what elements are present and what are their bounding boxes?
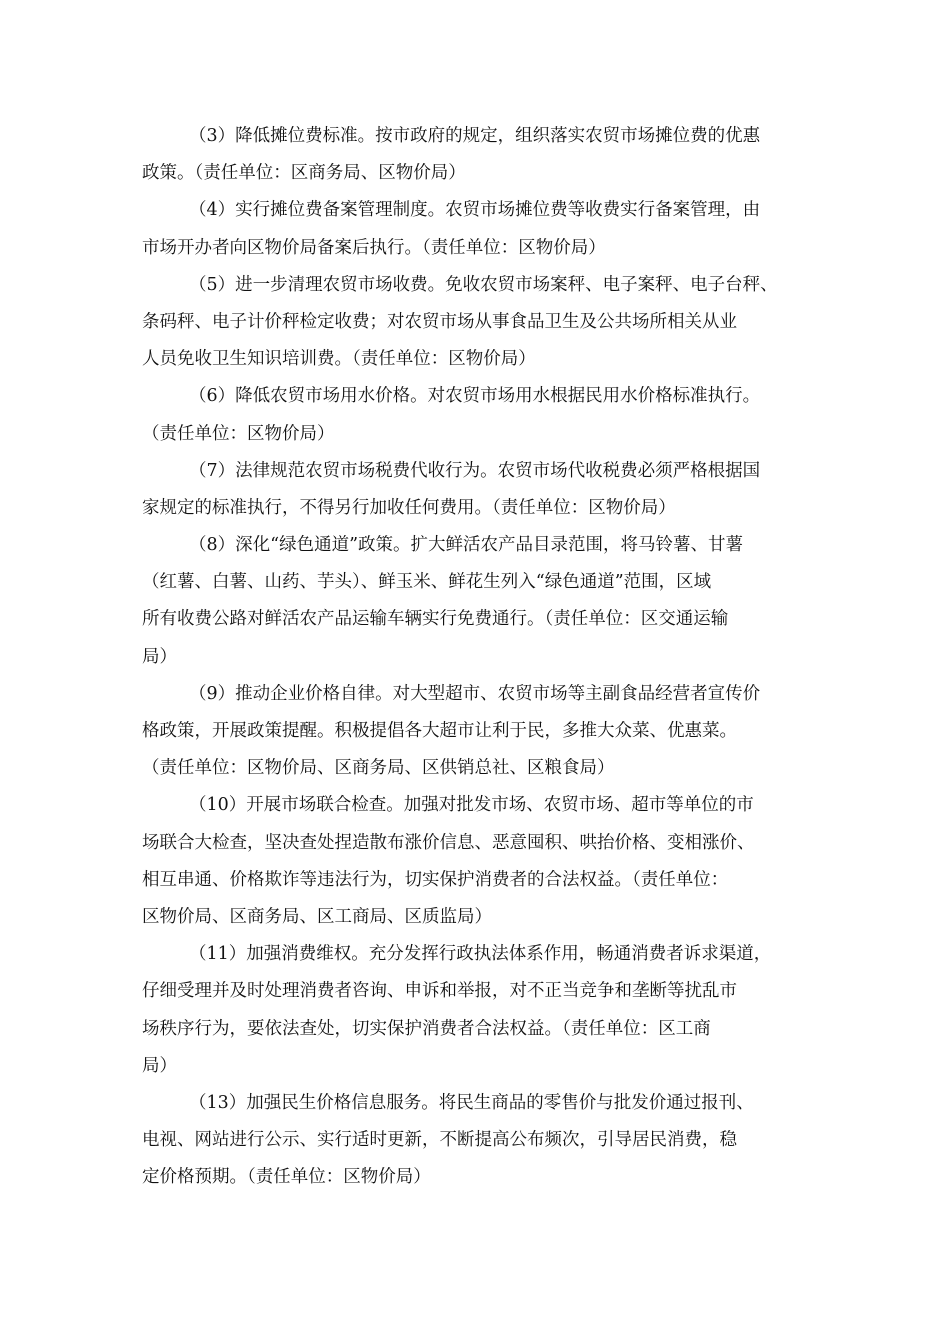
paragraph-line: 人员免收卫生知识培训费。（责任单位：区物价局）	[142, 349, 536, 370]
paragraph-line: 电视、网站进行公示、实行适时更新，不断提高公布频次，引导居民消费，稳	[142, 1130, 737, 1151]
paragraph-first-line: （4）实行摊位费备案管理制度。农贸市场摊位费等收费实行备案管理，由	[189, 200, 761, 221]
document-body	[142, 118, 822, 1196]
paragraph-line: （责任单位：区物价局）	[142, 423, 335, 444]
paragraph-line: 政策。（责任单位：区商务局、区物价局）	[142, 163, 466, 184]
paragraph-line: 家规定的标准执行，不得另行加收任何费用。（责任单位：区物价局）	[142, 497, 676, 518]
paragraph-line: 相互串通、价格欺诈等违法行为，切实保护消费者的合法权益。（责任单位：	[142, 869, 729, 890]
paragraph-first-line: （13）加强民生价格信息服务。将民生商品的零售价与批发价通过报刊、	[189, 1092, 754, 1113]
paragraph-line: （红薯、白薯、山药、芋头）、鲜玉米、鲜花生列入“绿色通道”范围，区域	[142, 572, 712, 593]
paragraph-line: （责任单位：区物价局、区商务局、区供销总社、区粮食局）	[142, 758, 615, 779]
paragraph-first-line: （9）推动企业价格自律。对大型超市、农贸市场等主副食品经营者宣传价	[189, 683, 761, 704]
paragraph-line: 局）	[142, 1055, 177, 1076]
paragraph-first-line: （8）深化“绿色通道”政策。扩大鲜活农产品目录范围，将马铃薯、甘薯	[189, 535, 744, 556]
paragraph-first-line: （6）降低农贸市场用水价格。对农贸市场用水根据民用水价格标准执行。	[189, 386, 761, 407]
paragraph-line: 场秩序行为，要依法查处，切实保护消费者合法权益。（责任单位：区工商	[142, 1018, 711, 1039]
paragraph-first-line: （5）进一步清理农贸市场收费。免收农贸市场案秤、电子案秤、电子台秤、	[189, 274, 778, 295]
paragraph-line: 所有收费公路对鲜活农产品运输车辆实行免费通行。（责任单位：区交通运输	[142, 609, 729, 630]
paragraph-line: 仔细受理并及时处理消费者咨询、申诉和举报，对不正当竞争和垄断等扰乱市	[142, 981, 737, 1002]
paragraph-line: 区物价局、区商务局、区工商局、区质监局）	[142, 906, 492, 927]
paragraph-line: 条码秤、电子计价秤检定收费；对农贸市场从事食品卫生及公共场所相关从业	[142, 311, 737, 332]
paragraph-line: 场联合大检查，坚决查处捏造散布涨价信息、恶意囤积、哄抬价格、变相涨价、	[142, 832, 755, 853]
paragraph-first-line: （11）加强消费维权。充分发挥行政执法体系作用，畅通消费者诉求渠道，	[189, 944, 772, 965]
paragraph-first-line: （7）法律规范农贸市场税费代收行为。农贸市场代收税费必须严格根据国	[189, 460, 761, 481]
paragraph-first-line: （10）开展市场联合检查。加强对批发市场、农贸市场、超市等单位的市	[189, 795, 754, 816]
paragraph-line: 市场开办者向区物价局备案后执行。（责任单位：区物价局）	[142, 237, 606, 258]
paragraph-line: 格政策，开展政策提醒。积极提倡各大超市让利于民，多推大众菜、优惠菜。	[142, 721, 737, 741]
paragraph-line: 定价格预期。（责任单位：区物价局）	[142, 1167, 431, 1188]
paragraph-line: 局）	[142, 646, 177, 667]
paragraph-first-line: （3）降低摊位费标准。按市政府的规定，组织落实农贸市场摊位费的优惠	[189, 126, 761, 146]
